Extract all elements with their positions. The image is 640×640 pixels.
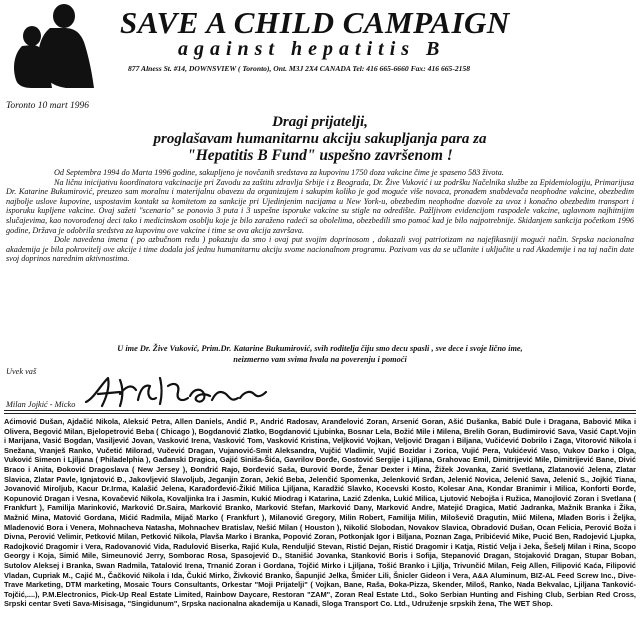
divider: [4, 413, 636, 414]
body-paragraph: Od Septembra 1994 do Marta 1996 godine, sakupljeno je novčanih sredstava za kupovinu 1750 doza vakcine čime je spaseno 583 života.: [54, 168, 504, 177]
mother-and-child-logo-icon: [6, 2, 96, 90]
body-paragraph: Dole navedena imena ( po azbučnom redu ) pokazuju da smo i ovaj put svojim doprinosom , dokazali svoj patriotizam na najefikasniji mogući način. Srpska nacionalna akademija je bila pokrovitelj ove akcije i time dodala još jednu humanitarnu akciju svome nacionalnom programu. Pozivam vas da se učlanite i uključite u rad Akademije i na taj način date svoj doprinos narednim aktivnostima.: [6, 235, 634, 264]
announcement-headline: proglašavam humanitarnu akciju sakupljanja para za: [153, 131, 487, 147]
thanks-line: neizmerno vam svima hvala na poverenju i pomoći: [233, 355, 407, 364]
letter-body: [6, 168, 634, 264]
sign-off: Uvek vaš: [6, 367, 37, 376]
letter-date: Toronto 10 mart 1996: [6, 101, 89, 111]
campaign-title: SAVE A CHILD CAMPAIGN: [120, 5, 510, 40]
handwritten-signature: [80, 372, 270, 410]
contact-address: 877 Alness St. #14, DOWNSVIEW ( Toronto), Ont. M3J 2X4 CANADA Tel: 416 665-6660 Fax: 416 665-2158: [128, 64, 471, 73]
fund-headline: "Hepatitis B Fund" uspešno završenom !: [187, 147, 453, 164]
divider: [4, 410, 636, 411]
greeting-headline: Dragi prijatelji,: [272, 114, 368, 130]
closing-line: U ime Dr. Žive Vuković, Prim.Dr. Katarine Bukumirović, svih roditelja čiju smo decu spasli , sve dece i svoje lično ime,: [117, 344, 523, 353]
campaign-subtitle: against hepatitis B: [178, 38, 446, 60]
body-paragraph: Na ličnu inicijativu koordinatora vakcinacije pri Zavodu za zaštitu zdravlja Srbije i z Beograda, Dr. Žive Vuković i uz podršku Načelnika službe za Epidemiologiju, Primarijusa Dr. Katarine Bukumirović, preuzeo sam moralnu i materijalnu obavezu da organizujem i sakupim koliko je god moguće više novaca, pronađem snabdevača neophodne vakcine, obezbedim najbolje uslove kupovine, uspostavim kontakt sa komitetom za sankcije pri Ujedinjenim nacijama u New York-u, obezbedim neophodne dozvole za uvoz i konačno obezbedim transport i isporuku kupljene vakcine. Ovaj sažeti "scenario" se ponovio 3 puta i 3 uspešne isporuke vakcine su stigle na odredište. Pažljivom evidencijom raspodele vakcine, uglavnom najhitnijim slučajevima, kao novorođenoj deci tako i medicinskom osoblju koje je bilo zaraženo radeći sa obolelima, obezbedili smo pomoć kad je bilo najpotrebnije. Skidanjem sankcija početkom 1996 godine, Država je odobrila sredstva za kupovinu ove vakcine i time se ova akcija završava.: [6, 177, 634, 235]
signer-name: Milan Jojkić - Micko: [6, 400, 76, 409]
donor-list: Aćimović Dušan, Ajdačić Nikola, Aleksić Petra, Allen Daniels, Andić P., Andrić Radosav, Aranđelović Zoran, Arsenić Goran, Ašić Dušanka, Babić Dule i Dragana, Babović Mika i Olivera, Begović Milan, Bjelopetrović Beba ( Chicago ), Bogdanović Zlatko, Bogdanović Ljubinka, Bosnar Lela, Božić Mile i Milena, Brelih Goran, Budimirović Sava, Vasić Capt.Vojin i Marijana, Vasić Bogdan, Vasiljević Jovan, Vasković Irena, Vasković Tom, Vasković Kristina, Veljković Vojkan, Veljović Dragan i Biljana, Vučićević Dobrilo i Zaga, Vitorović Nikola i Snežana, Vranješ Ranko, Vučetić Milorad, Vučević Dragan, Vujanović-Smit Aleksandra, Vujčić Vladimir, Vujić Bozidar i Zorica, Vujić Pera, Vukićević Vaso, Vukov Darko i Olga, Vuković Simeon i Ljiljana ( Philadelphia ), Gađanski Dragica, Gajić Siniša-Šića, Gavrilov Đorđe, Gostović Sergije i Ljiljana, Grahovac Emil, Dimitrijević Mile, Dimitrijević Bane, Divić Braco i Anita, Đoković Dragoslava ( New Jersey ), Đonđrić Rajo, Đorđević Saša, Đurović Đorđe, Ženar Dexter i Mina, Žižek Jovanka, Zarić Svetlana, Zlatanović Jelena, Zlatar Slavica, Zlatar Pavle, Ignjatović Đ., Jakovljević Slavoljub, Jeganjin Zoran, Jekić Beba, Jelenčić Spomenka, Jelenković Srđan, Jelenić Novica, Jelenić Sava, Jelenić S., Jojkić Tiana, Jovanović Miroljub, Kacur Dr.Irma, Kalašić Jelena, Karađorđević-Žikić Milica Ljiljana, Karadžić Slavko, Kocevski Kosto, Kolesar Ana, Kondar Branimir i Milica, Konforti Đorđe, Kopunović Dragan i Vesna, Kovačević Nikola, Kovaljinka Ira i Jasmin, Kukić Miodrag i Katarina, Lazić Zdenka, Lukić Milica, Ljutović Nebojša i Ružica, Manojlović Zoran i Svetlana ( Frankfurt ), Familija Marinković, Marković Dr.Saira, Marković Branko, Marković Stefan, Marković Dany, Marković Andre, Matejić Dragica, Matić Jadranka, Mažnik Branka i Žika, Mažnić Mina, Matović Gordana, Mićić Radmila, Mijač Marko ( Frankfurt ), Milanović Gregory, Milin Robert, Familija Milin, Miloševič Dragutin, Miić Milena, Mlađen Boris i Željka, Mladenović Bora i Venera, Mohnacheva Natasha, Mohnachev Bratislav, Nešić Milan ( Houston ), Nikolić Slobodan, Novakov Slavica, Obradović Dušan, Ocan Felicia, Perović Boža i Divna, Perović Velimir, Petković Milan, Petković Nikola, Plavša Marko i Branka, Popović Zoran, Potkonjak Igor i Biljana, Poznan Zaga, Pribićević Mike, Pucić Ben, Radojević Ljupka, Radojković Dragomir i Vera, Radovanović Vida, Radulović Biserka, Rajić Kula, Renduljić Stevan, Ristić Dejan, Ristić Dragomir i Katja, Ristić Velja i Jeka, Šešelj Milan i Rina, Scopo Georgy i Koja, Simić Mile, Simeunović Jerry, Somborac Rosa, Spasojević D., Stanišić Jovanka, Stanković Boris i Sofija, Stepanović Dragan, Stojaković Dragan, Stupar Boban, Sutolov Aleksej i Branka, Swan Radmila, Tatalović Irena, Trnanić Zoran i Gordana, Tojčić Mirko i Ljiljana, Tošić Branko i Ljilja, Trivunčić Milan, Feig Allen, Filipović Kaća, Filipović Vladan, Cupriak M., Cajić M., Čačković Nikola i Ida, Čukić Mirko, Živković Branko, Šapunjić Jelka, Šmićer Lili, Šnicler Gideon i Vera, A&A Aluminum, BIZ-AL Feed Screw Inc., Dive-Trave Marketing, DTM marketing, Mosaic Tours Consultants, Orkestar "Moji Prijatelji" ( Vojkan, Bane, Raša, Đoka-Pizza, Skender, Miloš, Ranko, Nada Bekvalac, Ljiljana Tanković-Tojčić,....), P.M.Electronics, Pick-Up Real Estate Limited, Rainbow Daycare, Restoran "ZAM", Zoran Real Estate Ltd., Soko Serbian Hunting and Fishing Club, Serbian Red Cross, Srpski centar Sveti Sava-Misisaga, "Singidunum", Srpska nacionalna akademija u Kanadi, Sloga Transport Co. Ltd., Udruženje srpskih žena, The WET Shop.: [4, 417, 636, 609]
